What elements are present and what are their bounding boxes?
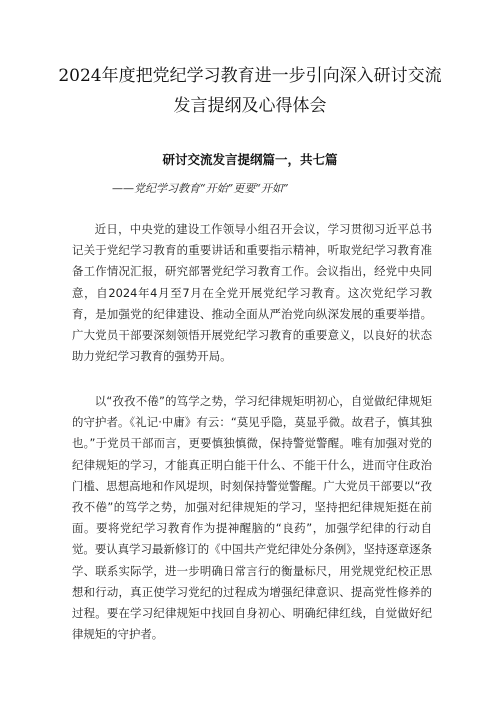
section-heading: 研讨交流发言提纲篇一，共七篇 xyxy=(162,152,338,167)
body-paragraph-2: 以“孜孜不倦”的笃学之势，学习纪律规矩明初心，自觉做纪律规矩的守护者。《礼记·中庸》有云：“莫见乎隐，莫显乎微。故君子，慎其独也。”于党员干部而言，更要慎独慎微，保持警觉警醒。唯有加强对党的纪律规矩的学习，才能真正明白能干什么、不能干什么，进而守住政治门槛、思想高地和作风堤坝，时刻保持警觉警醒。广大党员干部要以“孜孜不倦”的笃学之势，加强对纪律规矩的学习，坚持把纪律规矩挺在前面。要将党纪学习教育作为提神醒脑的“良药”，加强学纪律的行动自觉。要认真学习最新修订的《中国共产党纪律处分条例》，坚持逐章逐条学、联系实际学，进一步明确日常言行的衡量标尺，用党规党纪校正思想和行动，真正使学习党纪的过程成为增强纪律意识、提高党性修养的过程。要在学习纪律规矩中找回自身初心、明确纪律红线，自觉做好纪律规矩的守护者。 xyxy=(72,394,432,642)
body-paragraph-1: 近日，中央党的建设工作领导小组召开会议，学习贯彻习近平总书记关于党纪学习教育的重要讲话和重要指示精神，听取党纪学习教育准备工作情况汇报，研究部署党纪学习教育工作。会议指出，经党中央同意，自2024年4月至7月在全党开展党纪学习教育。这次党纪学习教育，是加强党的纪律建设、推动全面从严治党向纵深发展的重要举措。广大党员干部要深刻领悟开展党纪学习教育的重要意义，以良好的状态助力党纪学习教育的强势开局。 xyxy=(72,222,432,364)
section-subtitle: ——党纪学习教育“开始”更要“开如” xyxy=(112,182,289,195)
document-title-line-1: 2024年度把党纪学习教育进一步引向深入研讨交流 xyxy=(58,66,442,86)
document-title-line-2: 发言提纲及心得体会 xyxy=(173,96,327,116)
